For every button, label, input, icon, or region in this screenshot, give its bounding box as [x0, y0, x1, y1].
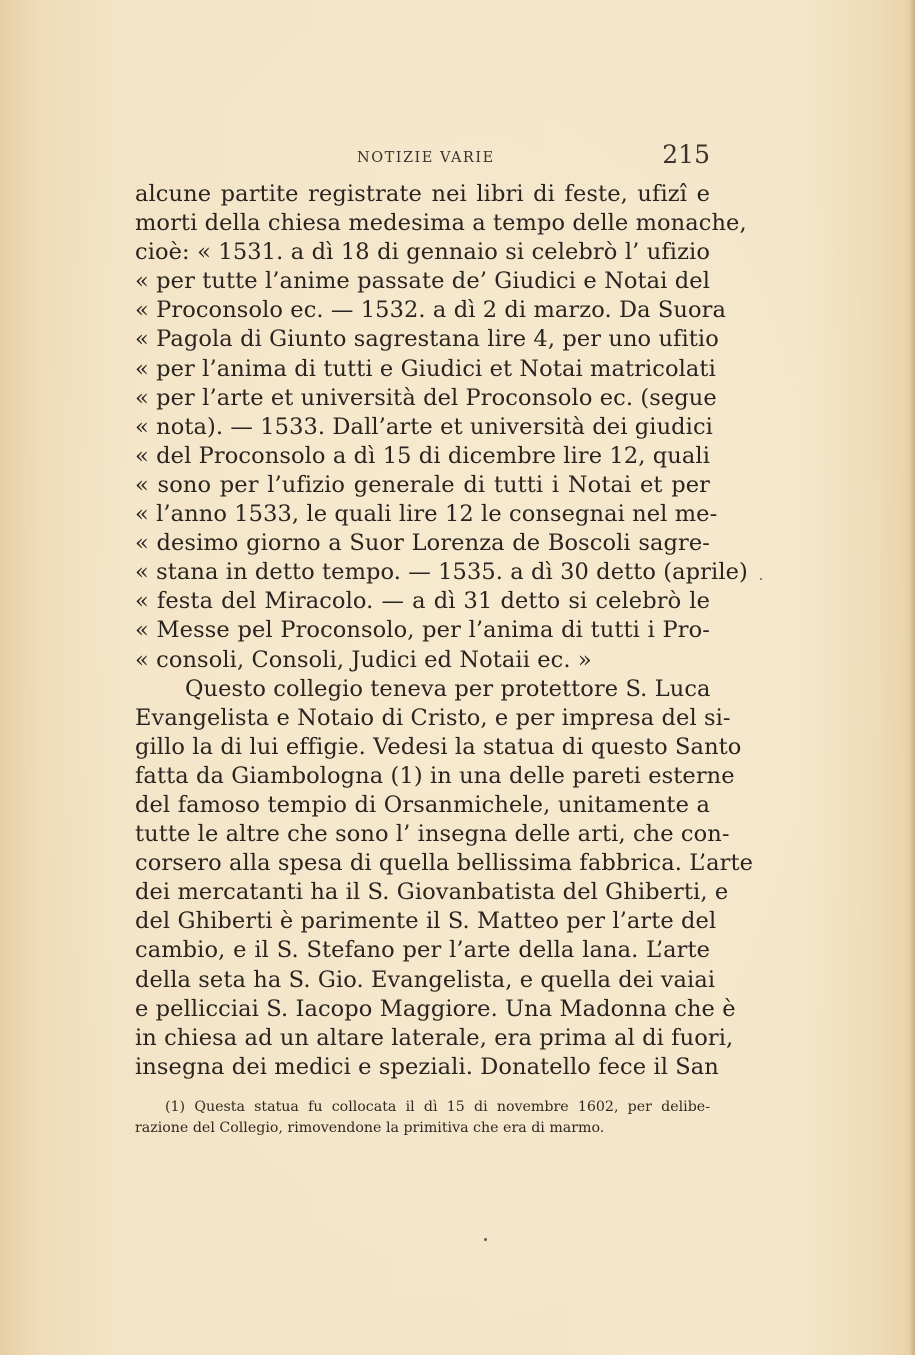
text-line: cambio, e il S. Stefano per l’arte della lana. L’arte — [135, 937, 710, 964]
text-line: « sono per l’ufizio generale di tutti i Notai et per — [135, 471, 710, 498]
text-line: « consoli, Consoli, Judici ed Notaii ec. » — [135, 646, 592, 673]
page-header — [135, 140, 710, 180]
text-line: cioè: « 1531. a dì 18 di gennaio si celebrò l’ ufizio — [135, 239, 710, 266]
text-line: « del Proconsolo a dì 15 di dicembre lire 12, quali — [135, 442, 710, 469]
footnote — [135, 1097, 710, 1139]
text-line: « Messe pel Proconsolo, per l’anima di tutti i Pro- — [135, 617, 710, 644]
text-line: fatta da Giambologna (1) in una delle pareti esterne — [135, 762, 735, 789]
text-line: « Pagola di Giunto sagrestana lire 4, per uno ufitio — [135, 326, 719, 353]
running-head: NOTIZIE VARIE — [357, 150, 495, 166]
text-line: « festa del Miracolo. — a dì 31 detto si celebrò le — [135, 588, 710, 615]
footnote-line: (1) Questa statua fu collocata il dì 15 di novembre 1602, per delibe- — [165, 1099, 710, 1115]
text-line: morti della chiesa medesima a tempo delle monache, — [135, 210, 747, 237]
text-line: in chiesa ad un altare laterale, era prima al di fuori, — [135, 1024, 734, 1051]
text-line: corsero alla spesa di quella bellissima fabbrica. L’arte — [135, 850, 754, 877]
text-line: tutte le altre che sono l’ insegna delle arti, che con- — [135, 821, 730, 848]
footnote-line: razione del Collegio, rimovendone la primitiva che era di marmo. — [135, 1120, 605, 1136]
body-text — [135, 180, 754, 1082]
paragraph-start-line: Questo collegio teneva per protettore S. Luca — [185, 675, 711, 702]
text-line: alcune partite registrate nei libri di feste, ufizî e — [135, 181, 710, 207]
text-line: « Proconsolo ec. — 1532. a dì 2 di marzo. Da Suora — [135, 297, 726, 324]
text-line: « desimo giorno a Suor Lorenza de Boscoli sagre- — [135, 530, 710, 557]
text-line: « l’anno 1533, le quali lire 12 le consegnai nel me- — [135, 501, 718, 528]
text-line: « nota). — 1533. Dall’arte et università dei giudici — [135, 413, 713, 440]
paper-speck — [484, 1238, 487, 1241]
text-line: del famoso tempio di Orsanmichele, unitamente a — [135, 791, 710, 818]
text-line: del Ghiberti è parimente il S. Matteo per l’arte del — [135, 908, 717, 935]
text-line: gillo la di lui effigie. Vedesi la statua di questo Santo — [135, 733, 742, 760]
paper-speck — [760, 578, 762, 580]
text-line: e pellicciai S. Iacopo Maggiore. Una Madonna che è — [135, 995, 736, 1022]
text-line: « stana in detto tempo. — 1535. a dì 30 detto (aprile) — [135, 559, 748, 586]
text-line: « per l’anima di tutti e Giudici et Notai matricolati — [135, 355, 716, 382]
text-line: « per tutte l’anime passate de’ Giudici e Notai del — [135, 268, 710, 295]
text-line: Evangelista e Notaio di Cristo, e per impresa del si- — [135, 704, 731, 731]
page-number: 215 — [662, 140, 710, 169]
text-line: « per l’arte et università del Proconsolo ec. (segue — [135, 384, 717, 411]
text-line: dei mercatanti ha il S. Giovanbatista del Ghiberti, e — [135, 879, 729, 906]
text-line: insegna dei medici e speziali. Donatello fece il San — [135, 1053, 719, 1080]
text-line: della seta ha S. Gio. Evangelista, e quella dei vaiai — [135, 966, 716, 993]
